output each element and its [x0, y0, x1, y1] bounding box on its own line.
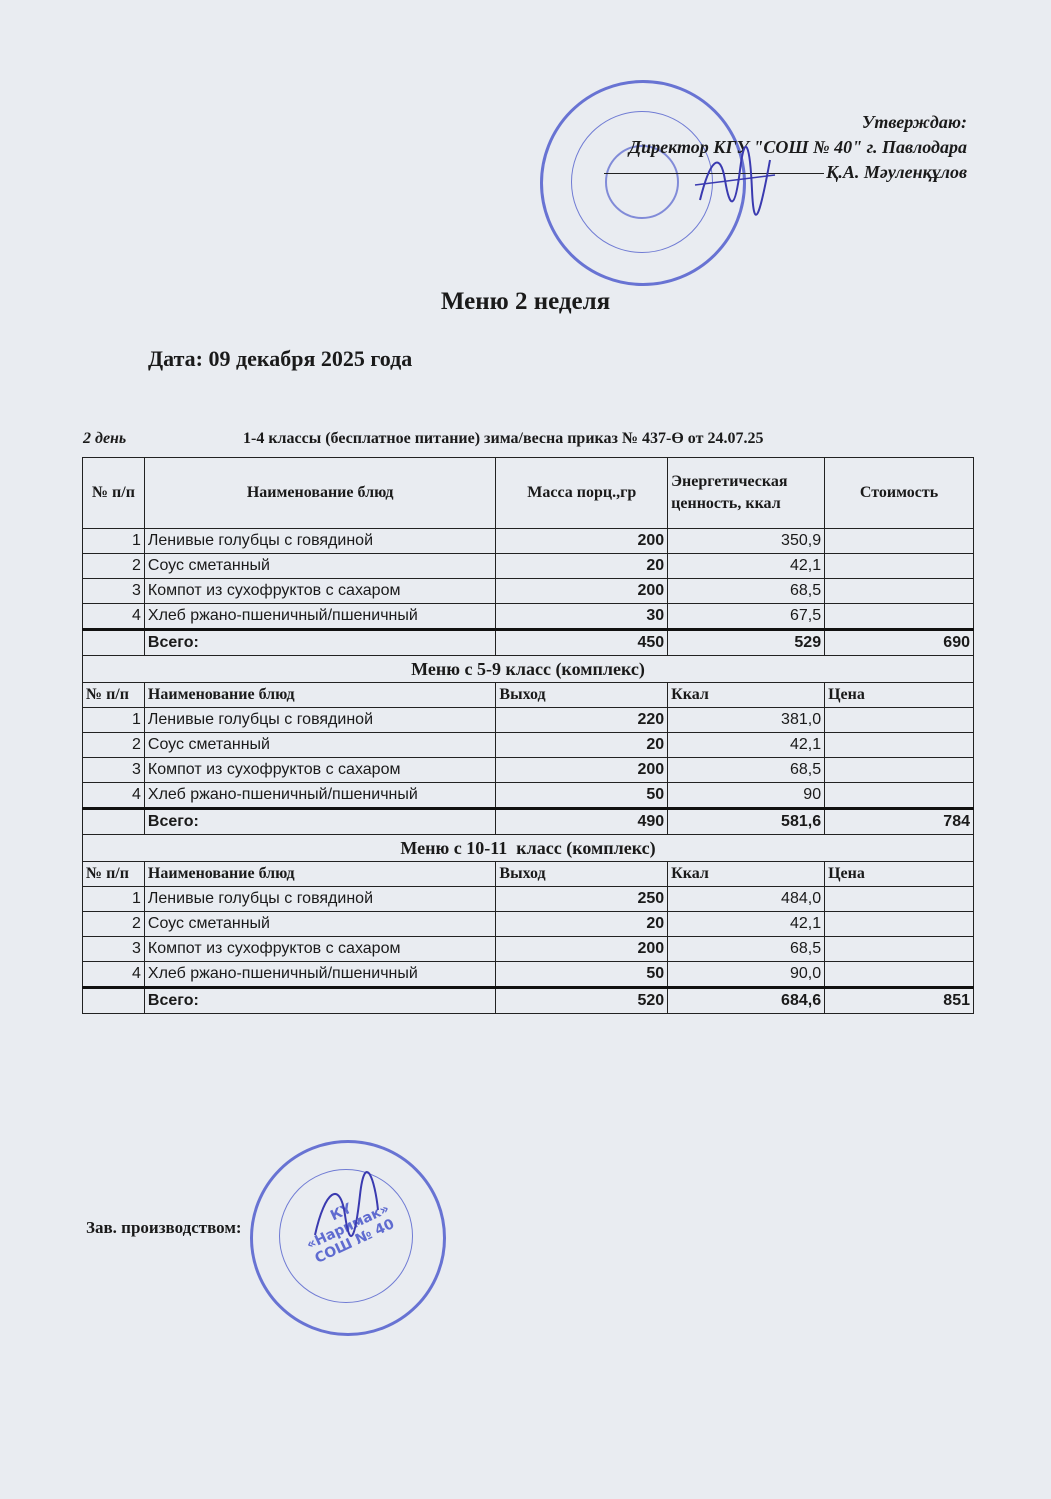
menu-table	[82, 457, 974, 1014]
dish-mass: 50	[496, 783, 668, 809]
dish-name: Компот из сухофруктов с сахаром	[144, 579, 496, 604]
total-empty-cell	[83, 988, 145, 1014]
dish-mass: 200	[496, 937, 668, 962]
header-kcal: Ккал	[668, 862, 825, 887]
total-mass: 490	[496, 809, 668, 835]
table-row	[83, 708, 974, 733]
row-number: 2	[83, 554, 145, 579]
dish-name: Хлеб ржано-пшеничный/пшеничный	[144, 604, 496, 630]
dish-price	[825, 937, 974, 962]
dish-kcal: 68,5	[668, 937, 825, 962]
dish-mass: 200	[496, 579, 668, 604]
caption-subtitle: 1-4 классы (бесплатное питание) зима/весна приказ № 437-Ө от 24.07.25	[243, 430, 764, 447]
table-header-row	[83, 458, 974, 529]
dish-name: Хлеб ржано-пшеничный/пшеничный	[144, 783, 496, 809]
dish-mass: 20	[496, 733, 668, 758]
dish-name: Ленивые голубцы с говядиной	[144, 708, 496, 733]
dish-price	[825, 708, 974, 733]
approval-heading: Утверждаю:	[861, 112, 967, 132]
table-row	[83, 554, 974, 579]
dish-kcal: 350,9	[668, 529, 825, 554]
dish-price	[825, 529, 974, 554]
dish-kcal: 68,5	[668, 579, 825, 604]
row-number: 2	[83, 912, 145, 937]
header-number: № п/п	[83, 458, 145, 529]
dish-name: Соус сметанный	[144, 733, 496, 758]
section-title: Меню с 5-9 класс (комплекс)	[83, 656, 974, 683]
dish-price	[825, 733, 974, 758]
row-number: 3	[83, 758, 145, 783]
row-number: 3	[83, 579, 145, 604]
signatory-name: Қ.А. Мәуленқұлов	[826, 162, 967, 182]
total-price: 690	[825, 630, 974, 656]
header-mass: Масса порц.,гр	[496, 458, 668, 529]
row-number: 4	[83, 604, 145, 630]
dish-mass: 50	[496, 962, 668, 988]
menu-date: Дата: 09 декабря 2025 года	[148, 346, 413, 371]
table-row	[83, 604, 974, 630]
total-kcal: 529	[668, 630, 825, 656]
dish-kcal: 67,5	[668, 604, 825, 630]
table-row	[83, 783, 974, 809]
total-empty-cell	[83, 630, 145, 656]
dish-price	[825, 783, 974, 809]
total-row	[83, 809, 974, 835]
dish-name: Компот из сухофруктов с сахаром	[144, 937, 496, 962]
table-row	[83, 912, 974, 937]
dish-name: Ленивые голубцы с говядиной	[144, 887, 496, 912]
dish-name: Компот из сухофруктов с сахаром	[144, 758, 496, 783]
total-label: Всего:	[144, 809, 496, 835]
header-output: Выход	[496, 862, 668, 887]
total-empty-cell	[83, 809, 145, 835]
row-number: 4	[83, 962, 145, 988]
dish-price	[825, 962, 974, 988]
total-mass: 450	[496, 630, 668, 656]
dish-price	[825, 912, 974, 937]
dish-mass: 30	[496, 604, 668, 630]
dish-kcal: 42,1	[668, 733, 825, 758]
total-row	[83, 630, 974, 656]
total-price: 851	[825, 988, 974, 1014]
dish-price	[825, 758, 974, 783]
production-manager-label: Зав. производством:	[86, 1218, 242, 1237]
header-price: Цена	[825, 862, 974, 887]
dish-price	[825, 887, 974, 912]
section-title: Меню с 10-11 класс (комплекс)	[83, 835, 974, 862]
total-mass: 520	[496, 988, 668, 1014]
dish-mass: 250	[496, 887, 668, 912]
table-row	[83, 579, 974, 604]
approval-signatory	[604, 160, 967, 185]
total-price: 784	[825, 809, 974, 835]
header-number: № п/п	[83, 683, 145, 708]
row-number: 1	[83, 708, 145, 733]
table-row	[83, 887, 974, 912]
stamp-center-text: КҮ «Наримак» СОШ № 40	[304, 1200, 397, 1267]
dish-price	[825, 554, 974, 579]
table-row	[83, 529, 974, 554]
row-number: 2	[83, 733, 145, 758]
row-number: 4	[83, 783, 145, 809]
dish-mass: 200	[496, 529, 668, 554]
total-kcal: 581,6	[668, 809, 825, 835]
dish-kcal: 68,5	[668, 758, 825, 783]
dish-kcal: 42,1	[668, 554, 825, 579]
manager-signature-icon	[300, 1170, 390, 1250]
table-row	[83, 758, 974, 783]
dish-mass: 200	[496, 758, 668, 783]
total-row	[83, 988, 974, 1014]
dish-mass: 20	[496, 554, 668, 579]
dish-name: Ленивые голубцы с говядиной	[144, 529, 496, 554]
header-number: № п/п	[83, 862, 145, 887]
header-dish-name: Наименование блюд	[144, 862, 496, 887]
header-dish-name: Наименование блюд	[144, 683, 496, 708]
header-dish-name: Наименование блюд	[144, 458, 496, 529]
section-title-row	[83, 656, 974, 683]
table-row	[83, 937, 974, 962]
dish-kcal: 42,1	[668, 912, 825, 937]
header-energy: Энергетическая ценность, ккал	[668, 458, 825, 529]
approval-position: Директор КГУ "СОШ № 40" г. Павлодара	[628, 137, 967, 157]
dish-kcal: 90	[668, 783, 825, 809]
header-kcal: Ккал	[668, 683, 825, 708]
header-output: Выход	[496, 683, 668, 708]
total-label: Всего:	[144, 988, 496, 1014]
dish-price	[825, 579, 974, 604]
page-title: Меню 2 неделя	[440, 288, 611, 315]
table-row	[83, 962, 974, 988]
dish-kcal: 90,0	[668, 962, 825, 988]
table-row	[83, 733, 974, 758]
dish-mass: 220	[496, 708, 668, 733]
dish-name: Соус сметанный	[144, 912, 496, 937]
approval-block	[604, 110, 967, 185]
table-header-row	[83, 683, 974, 708]
dish-kcal: 484,0	[668, 887, 825, 912]
director-signature-icon	[690, 140, 780, 220]
row-number: 1	[83, 887, 145, 912]
dish-name: Соус сметанный	[144, 554, 496, 579]
day-label: 2 день	[83, 430, 127, 447]
dish-price	[825, 604, 974, 630]
total-label: Всего:	[144, 630, 496, 656]
header-cost: Стоимость	[825, 458, 974, 529]
total-kcal: 684,6	[668, 988, 825, 1014]
section-title-row	[83, 835, 974, 862]
dish-mass: 20	[496, 912, 668, 937]
dish-kcal: 381,0	[668, 708, 825, 733]
dish-name: Хлеб ржано-пшеничный/пшеничный	[144, 962, 496, 988]
table-header-row	[83, 862, 974, 887]
row-number: 1	[83, 529, 145, 554]
row-number: 3	[83, 937, 145, 962]
header-price: Цена	[825, 683, 974, 708]
